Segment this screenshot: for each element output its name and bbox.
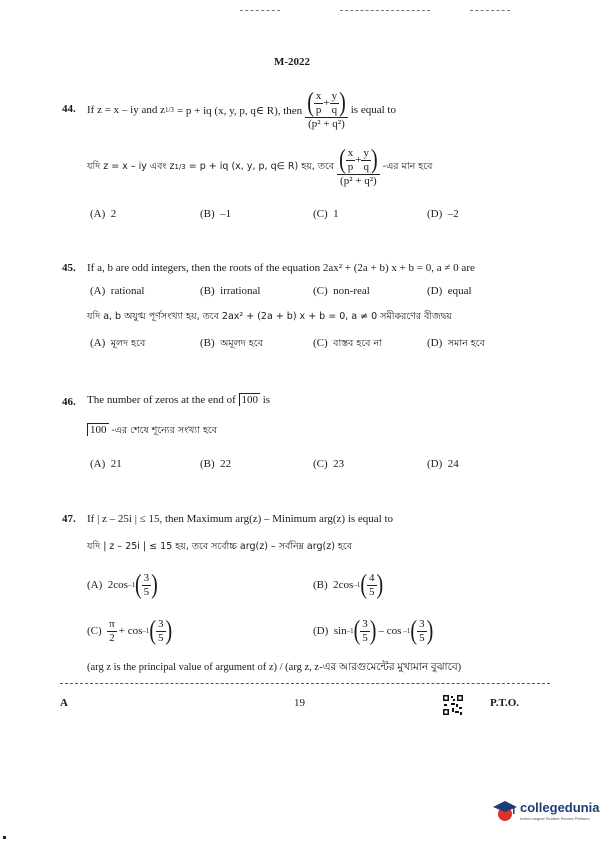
corner-mark [3,836,6,839]
q45-bn-option-d: (D) সমান হবে [427,337,485,349]
graduate-icon [492,800,518,822]
qr-code-icon [442,694,464,716]
q46-bengali: 100 -এর শেষে শূন্যের সংখ্যা হবে [87,424,217,439]
q45-option-d: (D) equal [427,285,472,297]
pto-label: P.T.O. [490,697,520,709]
q45-bn-option-c: (C) বাস্তব হবে না [313,337,382,349]
q46-english: The number of zeros at the end of 100 is [87,394,271,406]
q47-note: (arg z is the principal value of argument of z) / (arg z, z-এর আরগুমেন্টের মুখ্যমান বুঝাবে) [87,662,462,673]
footer-divider [60,683,550,684]
brand-tagline: India's largest Student Review Platform [520,816,590,821]
q44-fraction: ( $\frac{x}{p}$ + $\frac{y}{q}$ ) (p² + q²) [307,88,346,130]
q47-option-a: (A) 2cos –1 ( $\frac{3}{5}$ ) [87,570,158,600]
q44-option-c: (C) 1 [313,208,339,220]
q47-option-d: (D) sin –1 ( $\frac{3}{5}$ ) – cos –1 ( $\frac{3}{5}$ ) [313,616,434,646]
q44-english: If z = x – iy and z 1/3 = p + iq (x, y, p, q∈ R), then ( $\frac{x}{p}$ + $\frac{y}{q}$ ) (p² + q²) is equal to [87,88,396,130]
q45-english: If a, b are odd integers, then the roots of the equation 2ax² + (2a + b) x + b = 0, a ≠ 0 are [87,262,475,274]
q44-number: 44. [62,103,76,115]
page-number: 19 [294,697,305,709]
q47-option-c: (C) $\frac{\pi}{2}$ + cos –1 ( $\frac{3}{5}$ ) [87,616,173,646]
q47-option-b: (B) 2cos –1 ( $\frac{4}{5}$ ) [313,570,384,600]
q45-number: 45. [62,262,76,274]
page-code: M-2022 [274,56,311,68]
brand-name: collegedunia [520,800,600,815]
q44-option-a: (A) 2 [90,208,117,220]
q46-option-c: (C) 23 [313,458,345,470]
q45-bn-option-a: (A) মূলদ হবে [90,337,146,349]
q45-bn-option-b: (B) অমূলদ হবে [200,337,263,349]
q44-option-d: (D) –2 [427,208,459,220]
q47-number: 47. [62,513,76,525]
q46-option-b: (B) 22 [200,458,232,470]
q45-option-c: (C) non-real [313,285,370,297]
q47-bengali: যদি | z – 25i | ≤ 15 হয়, তবে সর্বোচ্চ arg(z) – সর্বনিম্ন arg(z) হবে [87,541,353,552]
q45-option-b: (B) irrational [200,285,261,297]
q46-factorial: 100 [239,393,261,406]
footer-set: A [60,697,68,709]
q46-number: 46. [62,396,76,408]
q46-option-a: (A) 21 [90,458,122,470]
q44-bengali: যদি z = x – iy এবং z 1/3 = p + iq (x, y, p, q∈ R) হয়, তবে ( $\frac{x}{p}$ + $\frac{y}{q}$ ) (p² + q²) -এর মান হবে [87,145,433,187]
q47-english: If | z – 25i | ≤ 15, then Maximum arg(z) – Minimum arg(z) is equal to [87,513,394,525]
q45-option-a: (A) rational [90,285,145,297]
q44-option-b: (B) –1 [200,208,232,220]
q45-bengali: যদি a, b অযুগ্ম পূর্ণসংখ্যা হয়, তবে 2ax² + (2a + b) x + b = 0, a ≠ 0 সমীকরণের বীজদ্বয় [87,311,452,322]
q46-option-d: (D) 24 [427,458,459,470]
